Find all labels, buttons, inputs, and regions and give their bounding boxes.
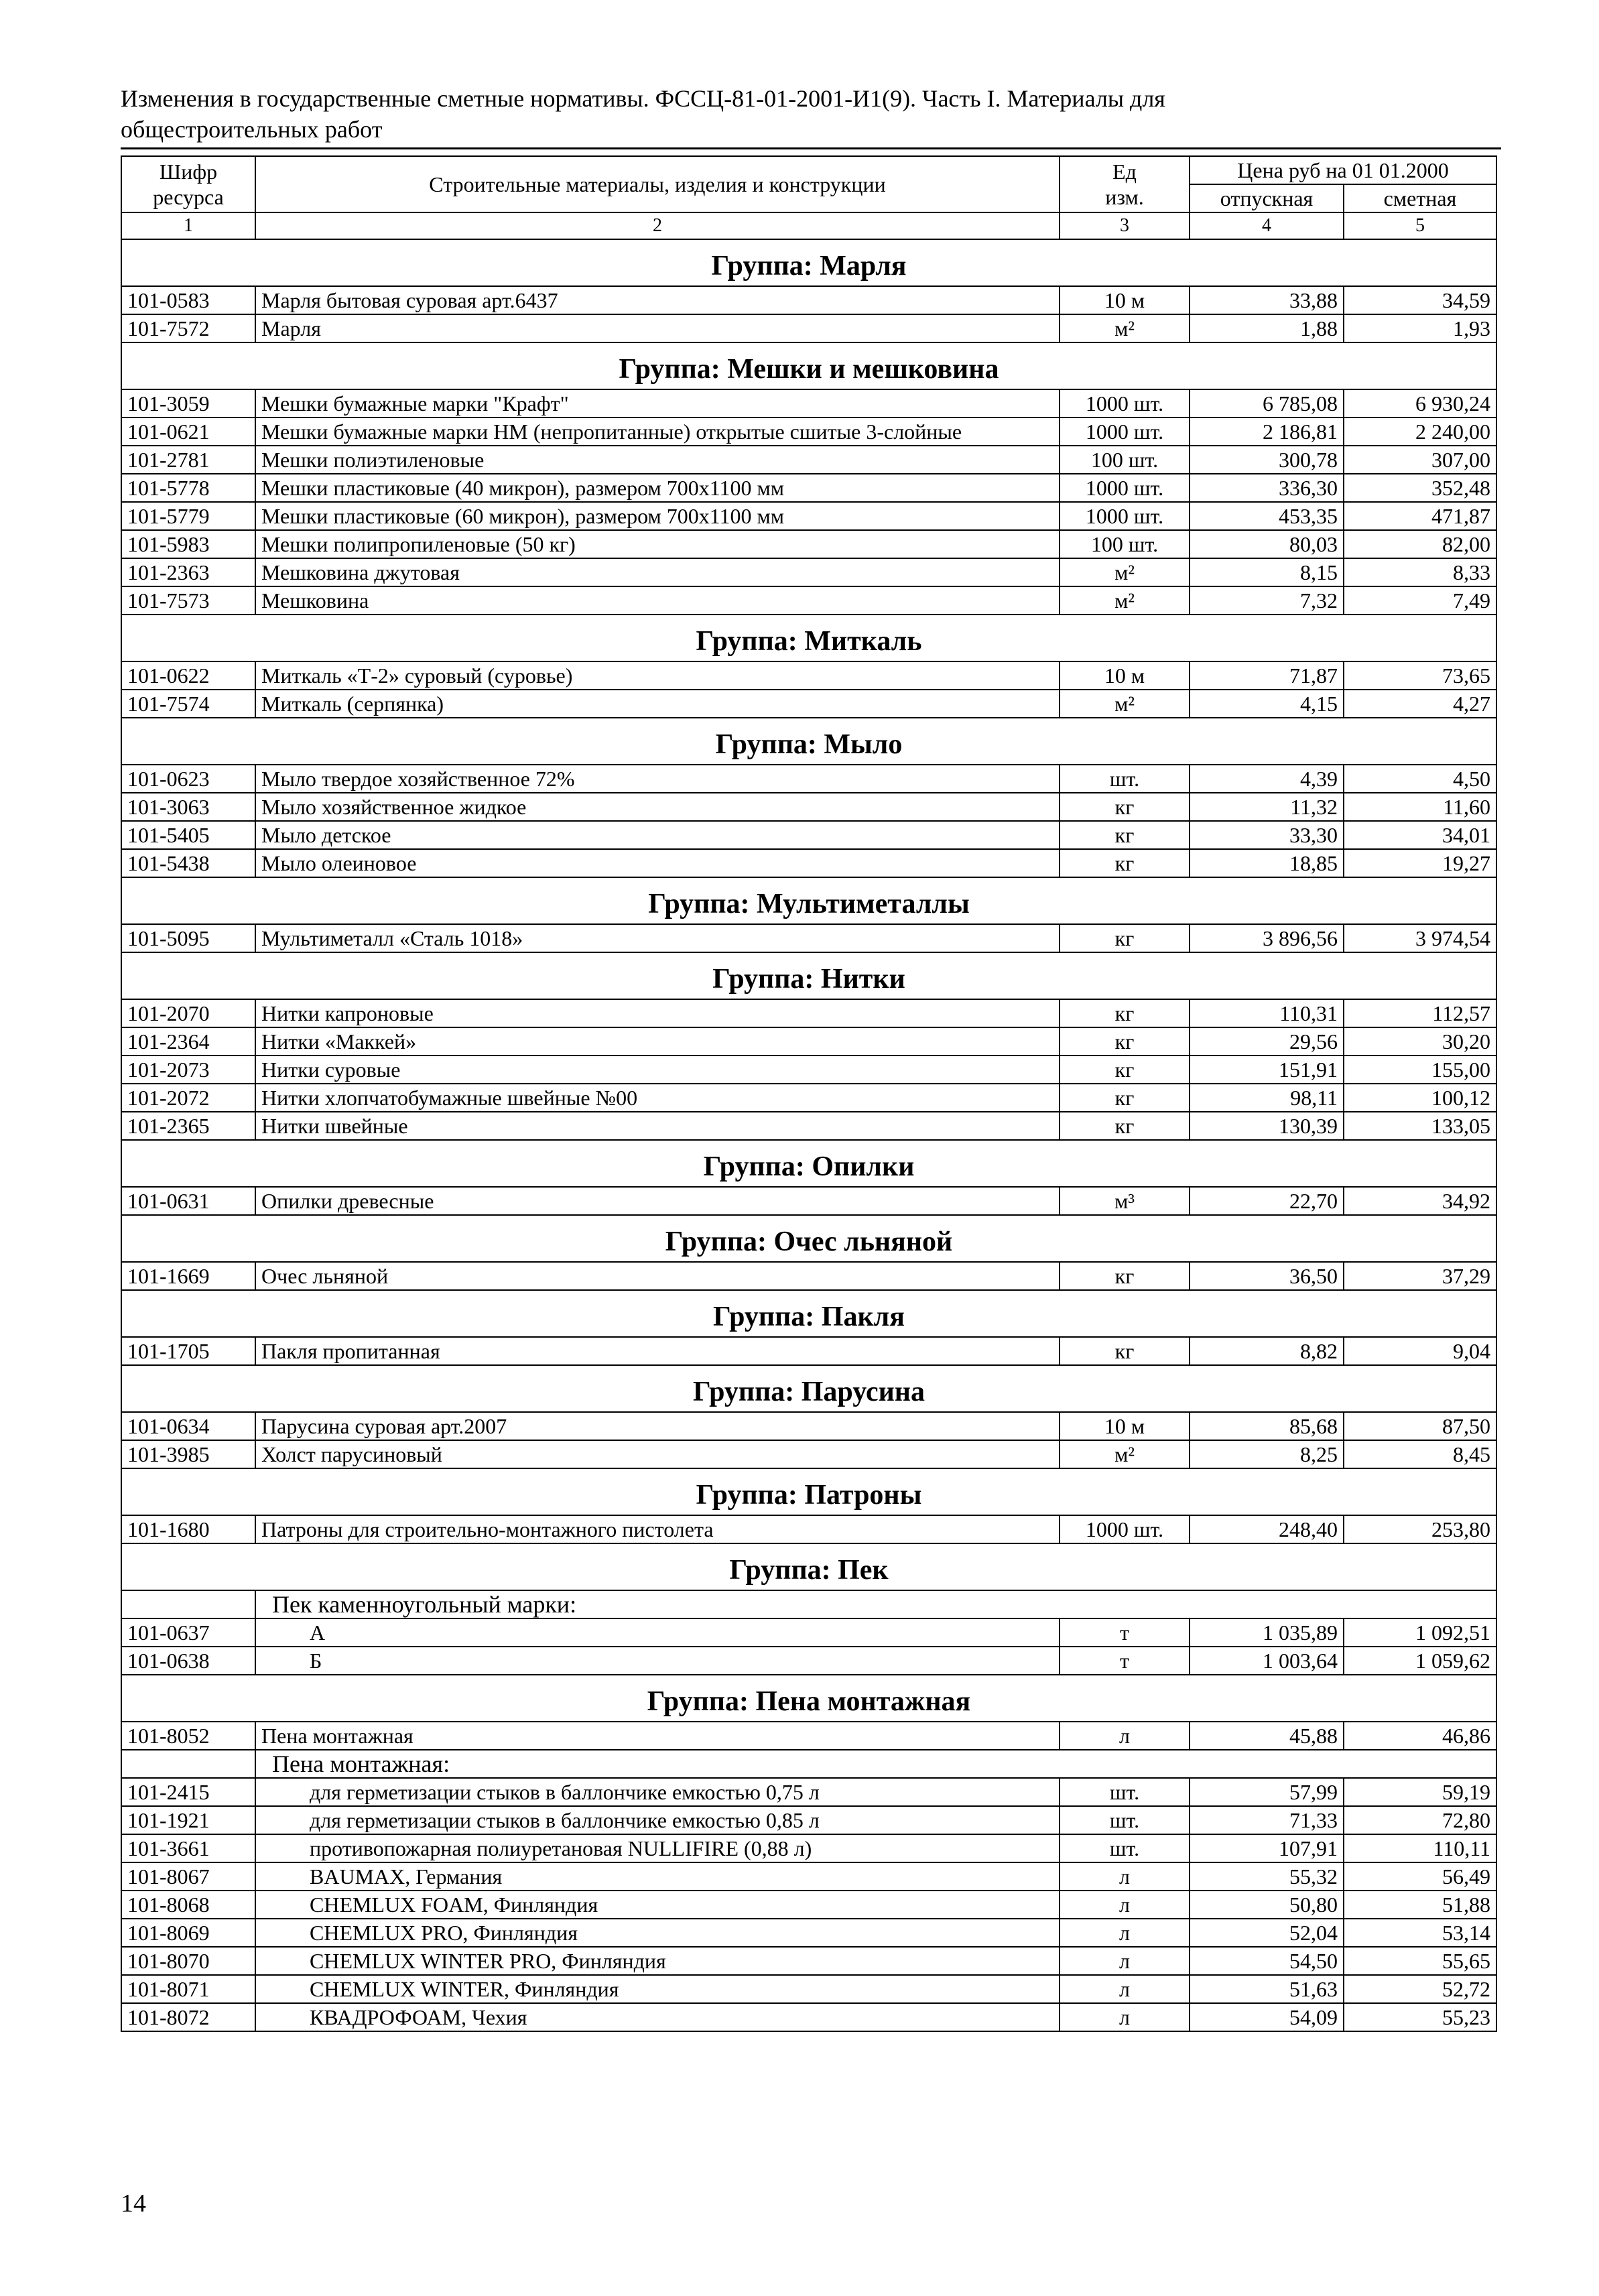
release-price: 54,09 [1190, 2003, 1344, 2031]
table-row [121, 1112, 1496, 1140]
release-price: 8,25 [1190, 1440, 1344, 1468]
unit-of-measure: 1000 шт. [1060, 389, 1190, 418]
resource-code: 101-5405 [121, 821, 255, 849]
resource-code: 101-0638 [121, 1647, 255, 1675]
estimate-price: 72,80 [1344, 1806, 1496, 1834]
resource-code: 101-7573 [121, 586, 255, 615]
release-price: 151,91 [1190, 1056, 1344, 1084]
column-number: 3 [1060, 212, 1190, 239]
unit-of-measure: кг [1060, 1262, 1190, 1290]
material-name: Парусина суровая арт.2007 [255, 1412, 1060, 1440]
empty-code-cell [121, 1590, 255, 1618]
unit-of-measure: кг [1060, 924, 1190, 952]
release-price: 45,88 [1190, 1722, 1344, 1750]
unit-of-measure: м² [1060, 314, 1190, 342]
resource-code: 101-2363 [121, 558, 255, 586]
column-header-unit [1060, 156, 1190, 212]
estimate-price: 155,00 [1344, 1056, 1496, 1084]
estimate-price: 8,33 [1344, 558, 1496, 586]
column-number: 1 [121, 212, 255, 239]
resource-code: 101-0622 [121, 661, 255, 690]
empty-code-cell [121, 1750, 255, 1778]
release-price: 18,85 [1190, 849, 1344, 877]
table-row [121, 1056, 1496, 1084]
group-header-row [121, 877, 1496, 924]
estimate-price: 30,20 [1344, 1027, 1496, 1056]
estimate-price: 51,88 [1344, 1891, 1496, 1919]
table-row [121, 924, 1496, 952]
material-name: Марля [255, 314, 1060, 342]
estimate-price: 87,50 [1344, 1412, 1496, 1440]
unit-of-measure: м² [1060, 558, 1190, 586]
table-row [121, 1027, 1496, 1056]
release-price: 50,80 [1190, 1891, 1344, 1919]
price-table [121, 155, 1497, 2032]
header-rule [121, 147, 1501, 149]
release-price: 52,04 [1190, 1919, 1344, 1947]
table-row [121, 586, 1496, 615]
material-name: КВАДРОФОАМ, Чехия [255, 2003, 1060, 2031]
material-name: Мешки полиэтиленовые [255, 446, 1060, 474]
release-price: 54,50 [1190, 1947, 1344, 1975]
material-name: для герметизации стыков в баллончике емкостью 0,85 л [255, 1806, 1060, 1834]
release-price: 33,30 [1190, 821, 1344, 849]
material-name: Мешки бумажные марки НМ (непропитанные) открытые сшитые 3-слойные [255, 418, 1060, 446]
group-header-row [121, 615, 1496, 661]
table-row [121, 1862, 1496, 1891]
release-price: 130,39 [1190, 1112, 1344, 1140]
table-row [121, 558, 1496, 586]
estimate-price: 9,04 [1344, 1337, 1496, 1365]
material-name: Мешковина [255, 586, 1060, 615]
unit-of-measure: кг [1060, 999, 1190, 1027]
release-price: 80,03 [1190, 530, 1344, 558]
release-price: 8,15 [1190, 558, 1344, 586]
header-line-1: Изменения в государственные сметные нормативы. ФССЦ-81-01-2001-И1(9). Часть I. Материалы для [121, 85, 1165, 112]
resource-code: 101-1669 [121, 1262, 255, 1290]
material-name: Мультиметалл «Сталь 1018» [255, 924, 1060, 952]
release-price: 29,56 [1190, 1027, 1344, 1056]
material-name: Патроны для строительно-монтажного пистолета [255, 1515, 1060, 1543]
group-title: Группа: Марля [121, 239, 1496, 286]
release-price: 300,78 [1190, 446, 1344, 474]
material-name: Мешки пластиковые (60 микрон), размером 700х1100 мм [255, 502, 1060, 530]
unit-of-measure: кг [1060, 1056, 1190, 1084]
release-price: 1,88 [1190, 314, 1344, 342]
resource-code: 101-0634 [121, 1412, 255, 1440]
material-name: Мешки бумажные марки "Крафт" [255, 389, 1060, 418]
unit-of-measure: т [1060, 1647, 1190, 1675]
resource-code: 101-2072 [121, 1084, 255, 1112]
group-header-row [121, 1365, 1496, 1412]
table-row [121, 1515, 1496, 1543]
column-number: 5 [1344, 212, 1496, 239]
table-row [121, 690, 1496, 718]
unit-of-measure: шт. [1060, 1806, 1190, 1834]
estimate-price: 82,00 [1344, 530, 1496, 558]
unit-of-measure: м² [1060, 1440, 1190, 1468]
material-name: Нитки «Маккей» [255, 1027, 1060, 1056]
estimate-price: 34,01 [1344, 821, 1496, 849]
resource-code: 101-8067 [121, 1862, 255, 1891]
estimate-price: 37,29 [1344, 1262, 1496, 1290]
table-row [121, 446, 1496, 474]
release-price: 107,91 [1190, 1834, 1344, 1862]
unit-of-measure: кг [1060, 1027, 1190, 1056]
group-title: Группа: Пек [121, 1543, 1496, 1590]
resource-code: 101-7572 [121, 314, 255, 342]
table-row [121, 1834, 1496, 1862]
release-price: 71,87 [1190, 661, 1344, 690]
resource-code: 101-8072 [121, 2003, 255, 2031]
estimate-price: 53,14 [1344, 1919, 1496, 1947]
header-line-2: общестроительных работ [121, 116, 383, 143]
column-header-price: Цена руб на 01 01.2000 [1190, 156, 1496, 184]
material-name: для герметизации стыков в баллончике емкостью 0,75 л [255, 1778, 1060, 1806]
resource-code: 101-1680 [121, 1515, 255, 1543]
release-price: 1 035,89 [1190, 1618, 1344, 1647]
resource-code: 101-0621 [121, 418, 255, 446]
table-row [121, 1975, 1496, 2003]
column-number: 4 [1190, 212, 1344, 239]
subheader-row [121, 1750, 1496, 1778]
estimate-price: 352,48 [1344, 474, 1496, 502]
material-name: Очес льняной [255, 1262, 1060, 1290]
page-number: 14 [121, 2189, 146, 2218]
group-title: Группа: Очес льняной [121, 1215, 1496, 1262]
material-name: противопожарная полиуретановая NULLIFIRE (0,88 л) [255, 1834, 1060, 1862]
table-row [121, 502, 1496, 530]
estimate-price: 73,65 [1344, 661, 1496, 690]
resource-code: 101-3063 [121, 793, 255, 821]
material-name: CHEMLUX WINTER PRO, Финляндия [255, 1947, 1060, 1975]
resource-code: 101-2070 [121, 999, 255, 1027]
estimate-price: 56,49 [1344, 1862, 1496, 1891]
group-header-row [121, 1140, 1496, 1187]
estimate-price: 6 930,24 [1344, 389, 1496, 418]
release-price: 2 186,81 [1190, 418, 1344, 446]
estimate-price: 100,12 [1344, 1084, 1496, 1112]
resource-code: 101-8052 [121, 1722, 255, 1750]
resource-code: 101-5778 [121, 474, 255, 502]
table-row [121, 1947, 1496, 1975]
release-price: 57,99 [1190, 1778, 1344, 1806]
resource-code: 101-0583 [121, 286, 255, 314]
estimate-price: 1,93 [1344, 314, 1496, 342]
column-number-row [121, 212, 1496, 239]
unit-of-measure: л [1060, 2003, 1190, 2031]
unit-of-measure: кг [1060, 821, 1190, 849]
table-row [121, 1187, 1496, 1215]
group-header-row [121, 342, 1496, 389]
estimate-price: 52,72 [1344, 1975, 1496, 2003]
unit-of-measure: 100 шт. [1060, 530, 1190, 558]
material-name: Мыло хозяйственное жидкое [255, 793, 1060, 821]
release-price: 248,40 [1190, 1515, 1344, 1543]
material-name: CHEMLUX FOAM, Финляндия [255, 1891, 1060, 1919]
resource-code: 101-3985 [121, 1440, 255, 1468]
release-price: 33,88 [1190, 286, 1344, 314]
resource-code: 101-2073 [121, 1056, 255, 1084]
unit-of-measure: кг [1060, 1337, 1190, 1365]
column-header-name: Строительные материалы, изделия и конструкции [255, 156, 1060, 212]
resource-code: 101-2415 [121, 1778, 255, 1806]
estimate-price: 2 240,00 [1344, 418, 1496, 446]
unit-of-measure: шт. [1060, 1778, 1190, 1806]
unit-of-measure: кг [1060, 793, 1190, 821]
column-number: 2 [255, 212, 1060, 239]
release-price: 1 003,64 [1190, 1647, 1344, 1675]
group-header-row [121, 952, 1496, 999]
unit-of-measure: л [1060, 1722, 1190, 1750]
page-header [121, 83, 1501, 145]
group-header-row [121, 1675, 1496, 1722]
resource-code: 101-8070 [121, 1947, 255, 1975]
group-title: Группа: Мультиметаллы [121, 877, 1496, 924]
release-price: 7,32 [1190, 586, 1344, 615]
unit-of-measure: кг [1060, 849, 1190, 877]
estimate-price: 1 092,51 [1344, 1618, 1496, 1647]
unit-of-measure: 100 шт. [1060, 446, 1190, 474]
estimate-price: 59,19 [1344, 1778, 1496, 1806]
subheader-label: Пек каменноугольный марки: [255, 1590, 1496, 1618]
material-name: Нитки суровые [255, 1056, 1060, 1084]
resource-code: 101-1921 [121, 1806, 255, 1834]
unit-of-measure: 10 м [1060, 661, 1190, 690]
estimate-price: 253,80 [1344, 1515, 1496, 1543]
release-price: 22,70 [1190, 1187, 1344, 1215]
release-price: 11,32 [1190, 793, 1344, 821]
unit-of-measure: л [1060, 1862, 1190, 1891]
table-row [121, 530, 1496, 558]
estimate-price: 133,05 [1344, 1112, 1496, 1140]
table-row [121, 1919, 1496, 1947]
material-name: Холст парусиновый [255, 1440, 1060, 1468]
table-row [121, 314, 1496, 342]
unit-of-measure: 10 м [1060, 1412, 1190, 1440]
unit-of-measure: м² [1060, 586, 1190, 615]
group-title: Группа: Патроны [121, 1468, 1496, 1515]
table-row [121, 389, 1496, 418]
resource-code: 101-8069 [121, 1919, 255, 1947]
group-header-row [121, 1290, 1496, 1337]
material-name: Марля бытовая суровая арт.6437 [255, 286, 1060, 314]
resource-code: 101-2365 [121, 1112, 255, 1140]
release-price: 110,31 [1190, 999, 1344, 1027]
group-header-row [121, 1215, 1496, 1262]
unit-of-measure: 1000 шт. [1060, 418, 1190, 446]
resource-code: 101-5095 [121, 924, 255, 952]
release-price: 51,63 [1190, 1975, 1344, 2003]
subheader-label: Пена монтажная: [255, 1750, 1496, 1778]
estimate-price: 55,23 [1344, 2003, 1496, 2031]
estimate-price: 110,11 [1344, 1834, 1496, 1862]
column-header-unit-line1: Ед [1112, 160, 1137, 184]
resource-code: 101-7574 [121, 690, 255, 718]
resource-code: 101-3661 [121, 1834, 255, 1862]
unit-of-measure: л [1060, 1947, 1190, 1975]
column-header-estimate: сметная [1344, 184, 1496, 212]
table-row [121, 286, 1496, 314]
table-row [121, 1084, 1496, 1112]
resource-code: 101-2781 [121, 446, 255, 474]
table-row [121, 1891, 1496, 1919]
table-row [121, 1337, 1496, 1365]
unit-of-measure: 10 м [1060, 286, 1190, 314]
unit-of-measure: л [1060, 1919, 1190, 1947]
material-name: CHEMLUX WINTER, Финляндия [255, 1975, 1060, 2003]
table-row [121, 474, 1496, 502]
estimate-price: 3 974,54 [1344, 924, 1496, 952]
table-row [121, 1722, 1496, 1750]
unit-of-measure: кг [1060, 1112, 1190, 1140]
table-row [121, 765, 1496, 793]
table-row [121, 1412, 1496, 1440]
resource-code: 101-8068 [121, 1891, 255, 1919]
material-name: Мыло детское [255, 821, 1060, 849]
estimate-price: 471,87 [1344, 502, 1496, 530]
resource-code: 101-0623 [121, 765, 255, 793]
estimate-price: 11,60 [1344, 793, 1496, 821]
table-header [121, 156, 1496, 239]
group-title: Группа: Мыло [121, 718, 1496, 765]
group-header-row [121, 1468, 1496, 1515]
table-row [121, 1778, 1496, 1806]
unit-of-measure: м³ [1060, 1187, 1190, 1215]
material-name: Пена монтажная [255, 1722, 1060, 1750]
unit-of-measure: м² [1060, 690, 1190, 718]
material-name: Пакля пропитанная [255, 1337, 1060, 1365]
material-name: Нитки швейные [255, 1112, 1060, 1140]
release-price: 453,35 [1190, 502, 1344, 530]
release-price: 6 785,08 [1190, 389, 1344, 418]
estimate-price: 112,57 [1344, 999, 1496, 1027]
group-header-row [121, 239, 1496, 286]
resource-code: 101-0637 [121, 1618, 255, 1647]
group-header-row [121, 718, 1496, 765]
resource-code: 101-1705 [121, 1337, 255, 1365]
release-price: 36,50 [1190, 1262, 1344, 1290]
release-price: 85,68 [1190, 1412, 1344, 1440]
estimate-price: 34,59 [1344, 286, 1496, 314]
table-row [121, 1262, 1496, 1290]
estimate-price: 307,00 [1344, 446, 1496, 474]
table-row [121, 1647, 1496, 1675]
material-name: Миткаль «Т-2» суровый (суровье) [255, 661, 1060, 690]
resource-code: 101-5983 [121, 530, 255, 558]
unit-of-measure: л [1060, 1975, 1190, 2003]
unit-of-measure: шт. [1060, 765, 1190, 793]
material-name: Мешковина джутовая [255, 558, 1060, 586]
table-row [121, 1440, 1496, 1468]
table-row [121, 2003, 1496, 2031]
material-name: Мыло олеиновое [255, 849, 1060, 877]
group-header-row [121, 1543, 1496, 1590]
table-row [121, 661, 1496, 690]
material-name: А [255, 1618, 1060, 1647]
material-name: CHEMLUX PRO, Финляндия [255, 1919, 1060, 1947]
subheader-row [121, 1590, 1496, 1618]
material-name: Миткаль (серпянка) [255, 690, 1060, 718]
resource-code: 101-5779 [121, 502, 255, 530]
estimate-price: 1 059,62 [1344, 1647, 1496, 1675]
group-title: Группа: Миткаль [121, 615, 1496, 661]
table-row [121, 418, 1496, 446]
unit-of-measure: кг [1060, 1084, 1190, 1112]
resource-code: 101-8071 [121, 1975, 255, 2003]
estimate-price: 4,27 [1344, 690, 1496, 718]
estimate-price: 46,86 [1344, 1722, 1496, 1750]
group-title: Группа: Мешки и мешковина [121, 342, 1496, 389]
resource-code: 101-3059 [121, 389, 255, 418]
column-header-release: отпускная [1190, 184, 1344, 212]
estimate-price: 7,49 [1344, 586, 1496, 615]
column-header-unit-line2: изм. [1105, 185, 1144, 209]
resource-code: 101-0631 [121, 1187, 255, 1215]
material-name: Б [255, 1647, 1060, 1675]
table-row [121, 793, 1496, 821]
release-price: 55,32 [1190, 1862, 1344, 1891]
group-title: Группа: Пена монтажная [121, 1675, 1496, 1722]
estimate-price: 4,50 [1344, 765, 1496, 793]
estimate-price: 34,92 [1344, 1187, 1496, 1215]
table-row [121, 821, 1496, 849]
material-name: Опилки древесные [255, 1187, 1060, 1215]
release-price: 4,39 [1190, 765, 1344, 793]
unit-of-measure: шт. [1060, 1834, 1190, 1862]
resource-code: 101-5438 [121, 849, 255, 877]
column-header-code-line1: Шифр [159, 160, 218, 184]
unit-of-measure: 1000 шт. [1060, 474, 1190, 502]
release-price: 4,15 [1190, 690, 1344, 718]
group-title: Группа: Опилки [121, 1140, 1496, 1187]
group-title: Группа: Пакля [121, 1290, 1496, 1337]
unit-of-measure: 1000 шт. [1060, 1515, 1190, 1543]
column-header-code-line2: ресурса [153, 185, 224, 209]
group-title: Группа: Парусина [121, 1365, 1496, 1412]
material-name: BAUMAX, Германия [255, 1862, 1060, 1891]
material-name: Нитки хлопчатобумажные швейные №00 [255, 1084, 1060, 1112]
group-title: Группа: Нитки [121, 952, 1496, 999]
material-name: Мыло твердое хозяйственное 72% [255, 765, 1060, 793]
table-row [121, 1806, 1496, 1834]
material-name: Нитки капроновые [255, 999, 1060, 1027]
unit-of-measure: 1000 шт. [1060, 502, 1190, 530]
estimate-price: 55,65 [1344, 1947, 1496, 1975]
estimate-price: 8,45 [1344, 1440, 1496, 1468]
resource-code: 101-2364 [121, 1027, 255, 1056]
release-price: 98,11 [1190, 1084, 1344, 1112]
release-price: 71,33 [1190, 1806, 1344, 1834]
unit-of-measure: л [1060, 1891, 1190, 1919]
estimate-price: 19,27 [1344, 849, 1496, 877]
material-name: Мешки полипропиленовые (50 кг) [255, 530, 1060, 558]
column-header-code [121, 156, 255, 212]
table-row [121, 999, 1496, 1027]
table-body [121, 239, 1496, 2031]
table-row [121, 1618, 1496, 1647]
release-price: 336,30 [1190, 474, 1344, 502]
release-price: 3 896,56 [1190, 924, 1344, 952]
release-price: 8,82 [1190, 1337, 1344, 1365]
unit-of-measure: т [1060, 1618, 1190, 1647]
table-row [121, 849, 1496, 877]
material-name: Мешки пластиковые (40 микрон), размером 700х1100 мм [255, 474, 1060, 502]
